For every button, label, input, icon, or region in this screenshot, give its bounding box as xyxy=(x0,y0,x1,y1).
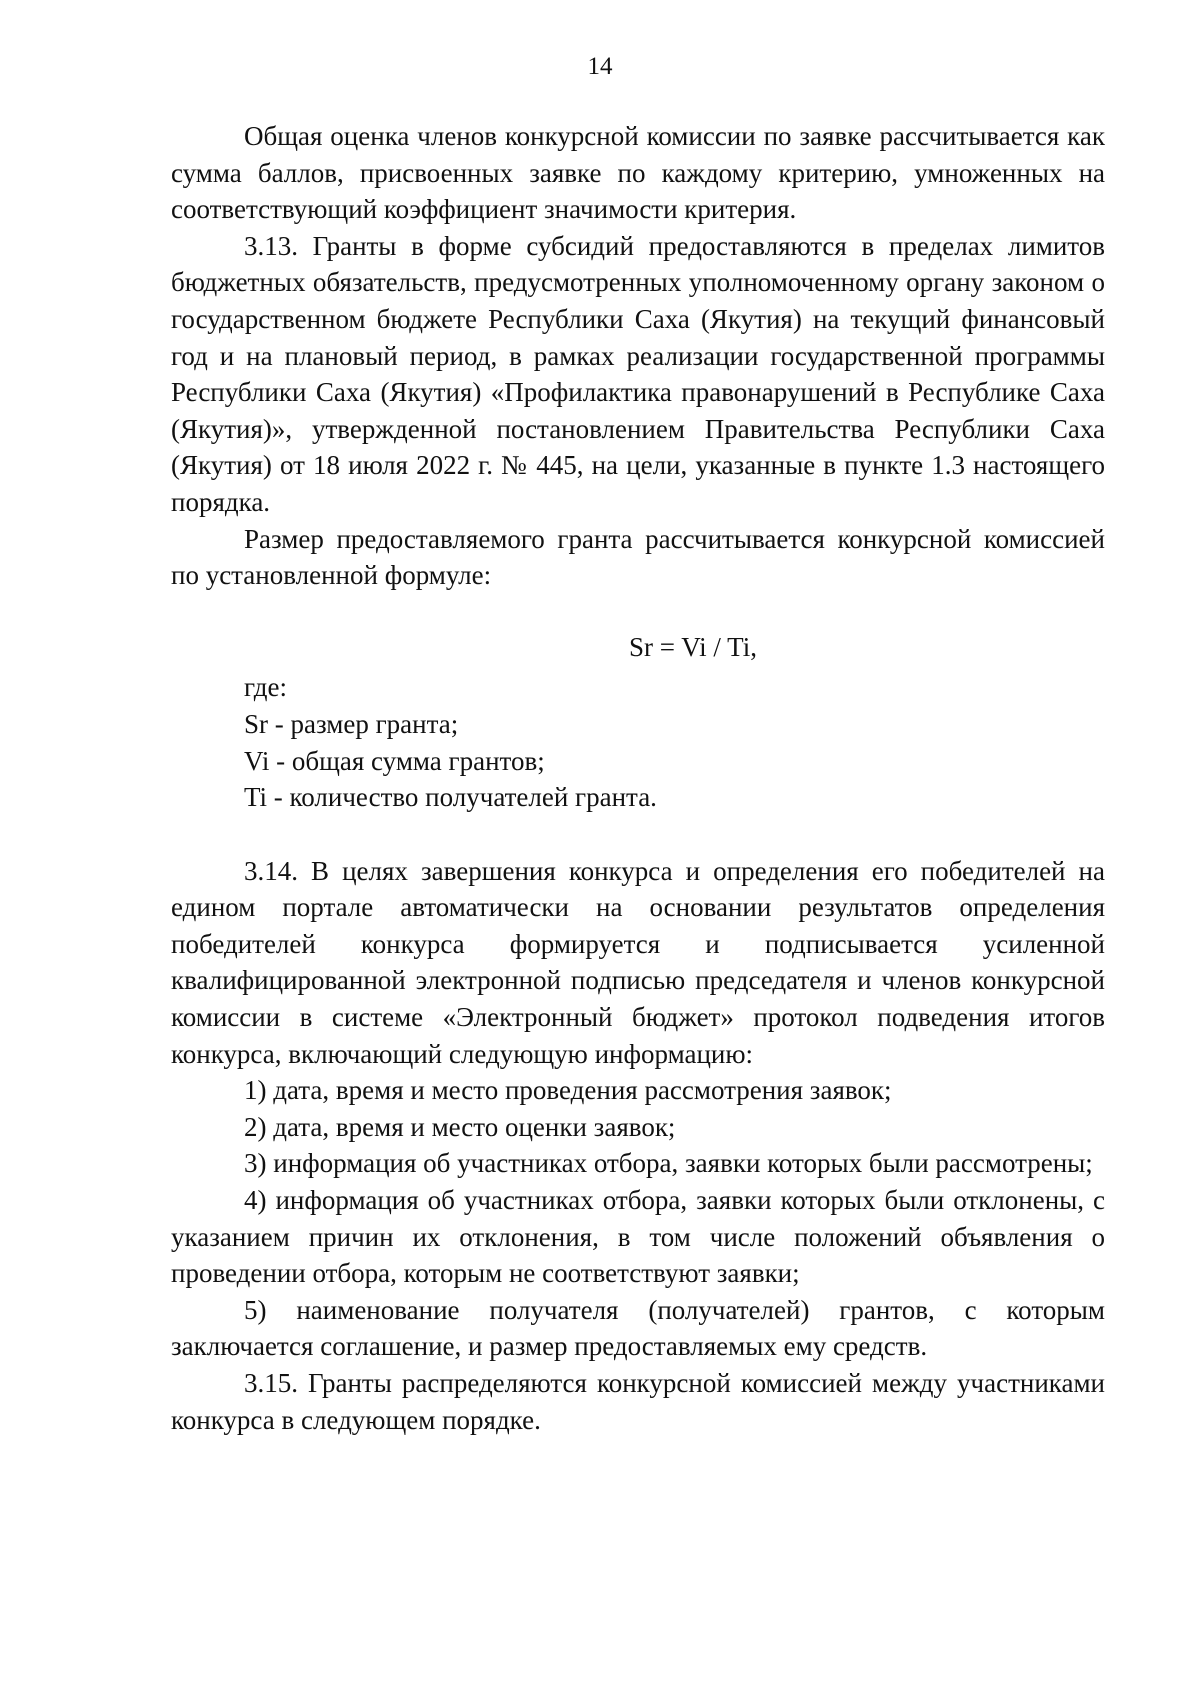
paragraph-total-score: Общая оценка членов конкурсной комиссии по заявке рассчитывается как сумма баллов, присвоенных заявке по каждому критерию, умноженных на соответствующий коэффициент значимости критерия. xyxy=(171,121,1105,225)
spacer xyxy=(171,816,1105,853)
formula-legend-item: Vi - общая сумма грантов; xyxy=(244,745,545,776)
page-number: 14 xyxy=(587,53,613,80)
grant-formula: Sr = Vi / Ti, xyxy=(629,631,757,662)
paragraph-grant-size: Размер предоставляемого гранта рассчитывается конкурсной комиссией по установленной формуле: xyxy=(171,523,1105,591)
formula-legend-label: где: xyxy=(244,672,287,703)
formula-legend xyxy=(171,669,1105,815)
paragraph-3-15: 3.15. Гранты распределяются конкурсной комиссией между участниками конкурса в следующем порядке. xyxy=(171,1368,1105,1435)
list-item: 1) дата, время и место проведения рассмотрения заявок; xyxy=(244,1075,892,1106)
formula-legend-item: Ti - количество получателей гранта. xyxy=(244,782,657,813)
list-item: 2) дата, время и место оценки заявок; xyxy=(244,1111,676,1142)
formula-legend-item: Sr - размер гранта; xyxy=(244,708,459,739)
list-item: 5) наименование получателя (получателей) грантов, с которым заключается соглашение, и размер предоставляемых ему средств. xyxy=(171,1294,1105,1362)
paragraph-3-13: 3.13. Гранты в форме субсидий предоставляются в пределах лимитов бюджетных обязательств, предусмотренных уполномоченному органу законом о государственном бюджете Республики Саха (Якутия) на текущий финансовый год и на плановый период, в рамках реализации государственной программы Республики Саха (Якутия) «Профилактика правонарушений в Республике Саха (Якутия)», утвержденной постановлением Правительства Республики Саха (Якутия) от 18 июля 2022 г. № 445, на цели, указанные в пункте 1.3 настоящего порядка. xyxy=(171,230,1105,517)
paragraph-3-14: 3.14. В целях завершения конкурса и определения его победителей на едином портале автоматически на основании результатов определения победителей конкурса формируется и подписывается усиленной квалифицированной электронной подписью председателя и членов конкурсной комиссии в системе «Электронный бюджет» протокол подведения итогов конкурса, включающий следующую информацию: xyxy=(171,855,1105,1069)
document-body xyxy=(171,118,1105,1438)
list-item: 4) информация об участниках отбора, заявки которых были отклонены, с указанием причин их отклонения, в том числе положений объявления о проведении отбора, которым не соответствуют заявки; xyxy=(171,1185,1105,1289)
list-item: 3) информация об участниках отбора, заявки которых были рассмотрены; xyxy=(244,1148,1093,1179)
